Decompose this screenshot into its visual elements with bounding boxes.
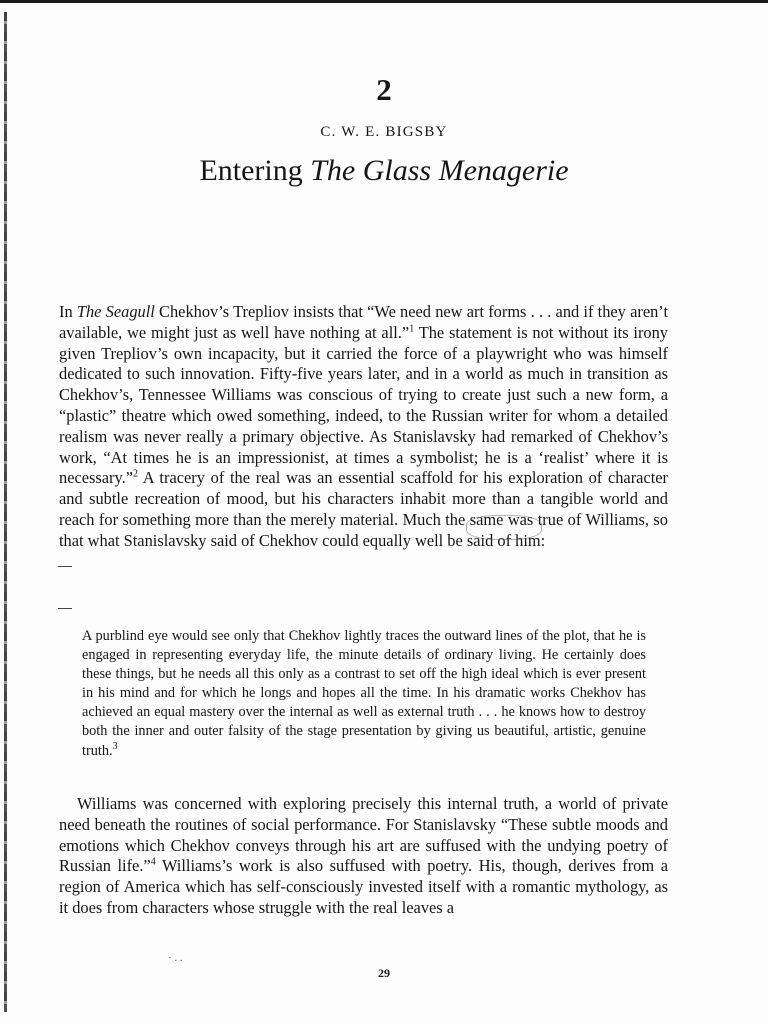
pencil-annotation-circle [466, 515, 542, 540]
scan-edge-top [0, 0, 768, 3]
chapter-author: C. W. E. BIGSBY [320, 124, 448, 140]
pencil-margin-mark [58, 608, 72, 609]
page-number: 29 [378, 966, 390, 980]
footnote-ref-3: 3 [112, 740, 118, 752]
chapter-title-italic: The Glass Menagerie [310, 154, 569, 187]
chapter-number: 2 [376, 72, 392, 107]
pencil-margin-mark [58, 566, 72, 567]
paragraph-intro-lead: In [59, 302, 77, 321]
paragraph2-text-b: Williams’s work is also suffused with poetry. His, though, derives from a region of America which has self-consciously invested itself with a romantic mythology, as it does from characters whose struggle with the real leaves a [59, 856, 668, 917]
footnote-ref-1: 1 [409, 323, 415, 335]
play-title-seagull: The Seagull [76, 302, 155, 321]
paragraph-text-b: The statement is not without its irony given Trepliov’s own incapacity, but it carried the force of a playwright who was himself dedicated to such innovation. Fifty-five years later, and in a world as much in transition as Chekhov’s, Tennessee Williams was conscious of trying to create just such a new form, a “plastic” theatre which owed something, indeed, to the Russian writer for whom a detailed realism was never really a primary objective. As Stanislavsky had remarked of Chekhov’s work, “At times he is an impressionist, at times a symbolist; he is a ‘realist’ where it is necessary.” [59, 322, 668, 488]
opening-paragraph [59, 302, 668, 552]
paragraph-text-a: Chekhov’s Trepliov insists that “We need new art forms . . . and if they aren’t available, we might just as well have nothing at all.” [59, 302, 668, 342]
chapter-title-prefix: Entering [199, 154, 311, 187]
paragraph-text-c: A tracery of the real was an essential scaffold for his exploration of character and subtle recreation of mood, but his characters inhabit more than a tangible world and reach for something more than the merely material. Much the same was true of Williams, so that what Stanislavsky said of Chekhov could equally well be said of him: [59, 468, 668, 550]
block-quote-text: A purblind eye would see only that Chekhov lightly traces the outward lines of the plot, that he is engaged in representing everyday life, the minute details of ordinary living. He certainly does these things, but he needs all this only as a contrast to set off the high ideal which is ever present in his mind and for which he longs and hopes all the time. In his dramatic works Chekhov has achieved an equal mastery over the internal as well as external truth . . . he knows how to destroy both the inner and outer falsity of the stage presentation by giving us beautiful, artistic, genuine truth. [82, 628, 646, 759]
paragraph2-text-a: Williams was concerned with exploring precisely this internal truth, a world of private need beneath the routines of social performance. For Stanislavsky “These subtle moods and emotions which Chekhov conveys through his art are suffused with the undying poetry of Russian life.” [59, 794, 668, 876]
block-quote [82, 627, 646, 761]
footnote-ref-2: 2 [133, 468, 139, 480]
second-paragraph [59, 794, 668, 919]
chapter-title [0, 154, 768, 188]
scan-specks: · . . [168, 952, 183, 964]
footnote-ref-4: 4 [150, 856, 156, 868]
